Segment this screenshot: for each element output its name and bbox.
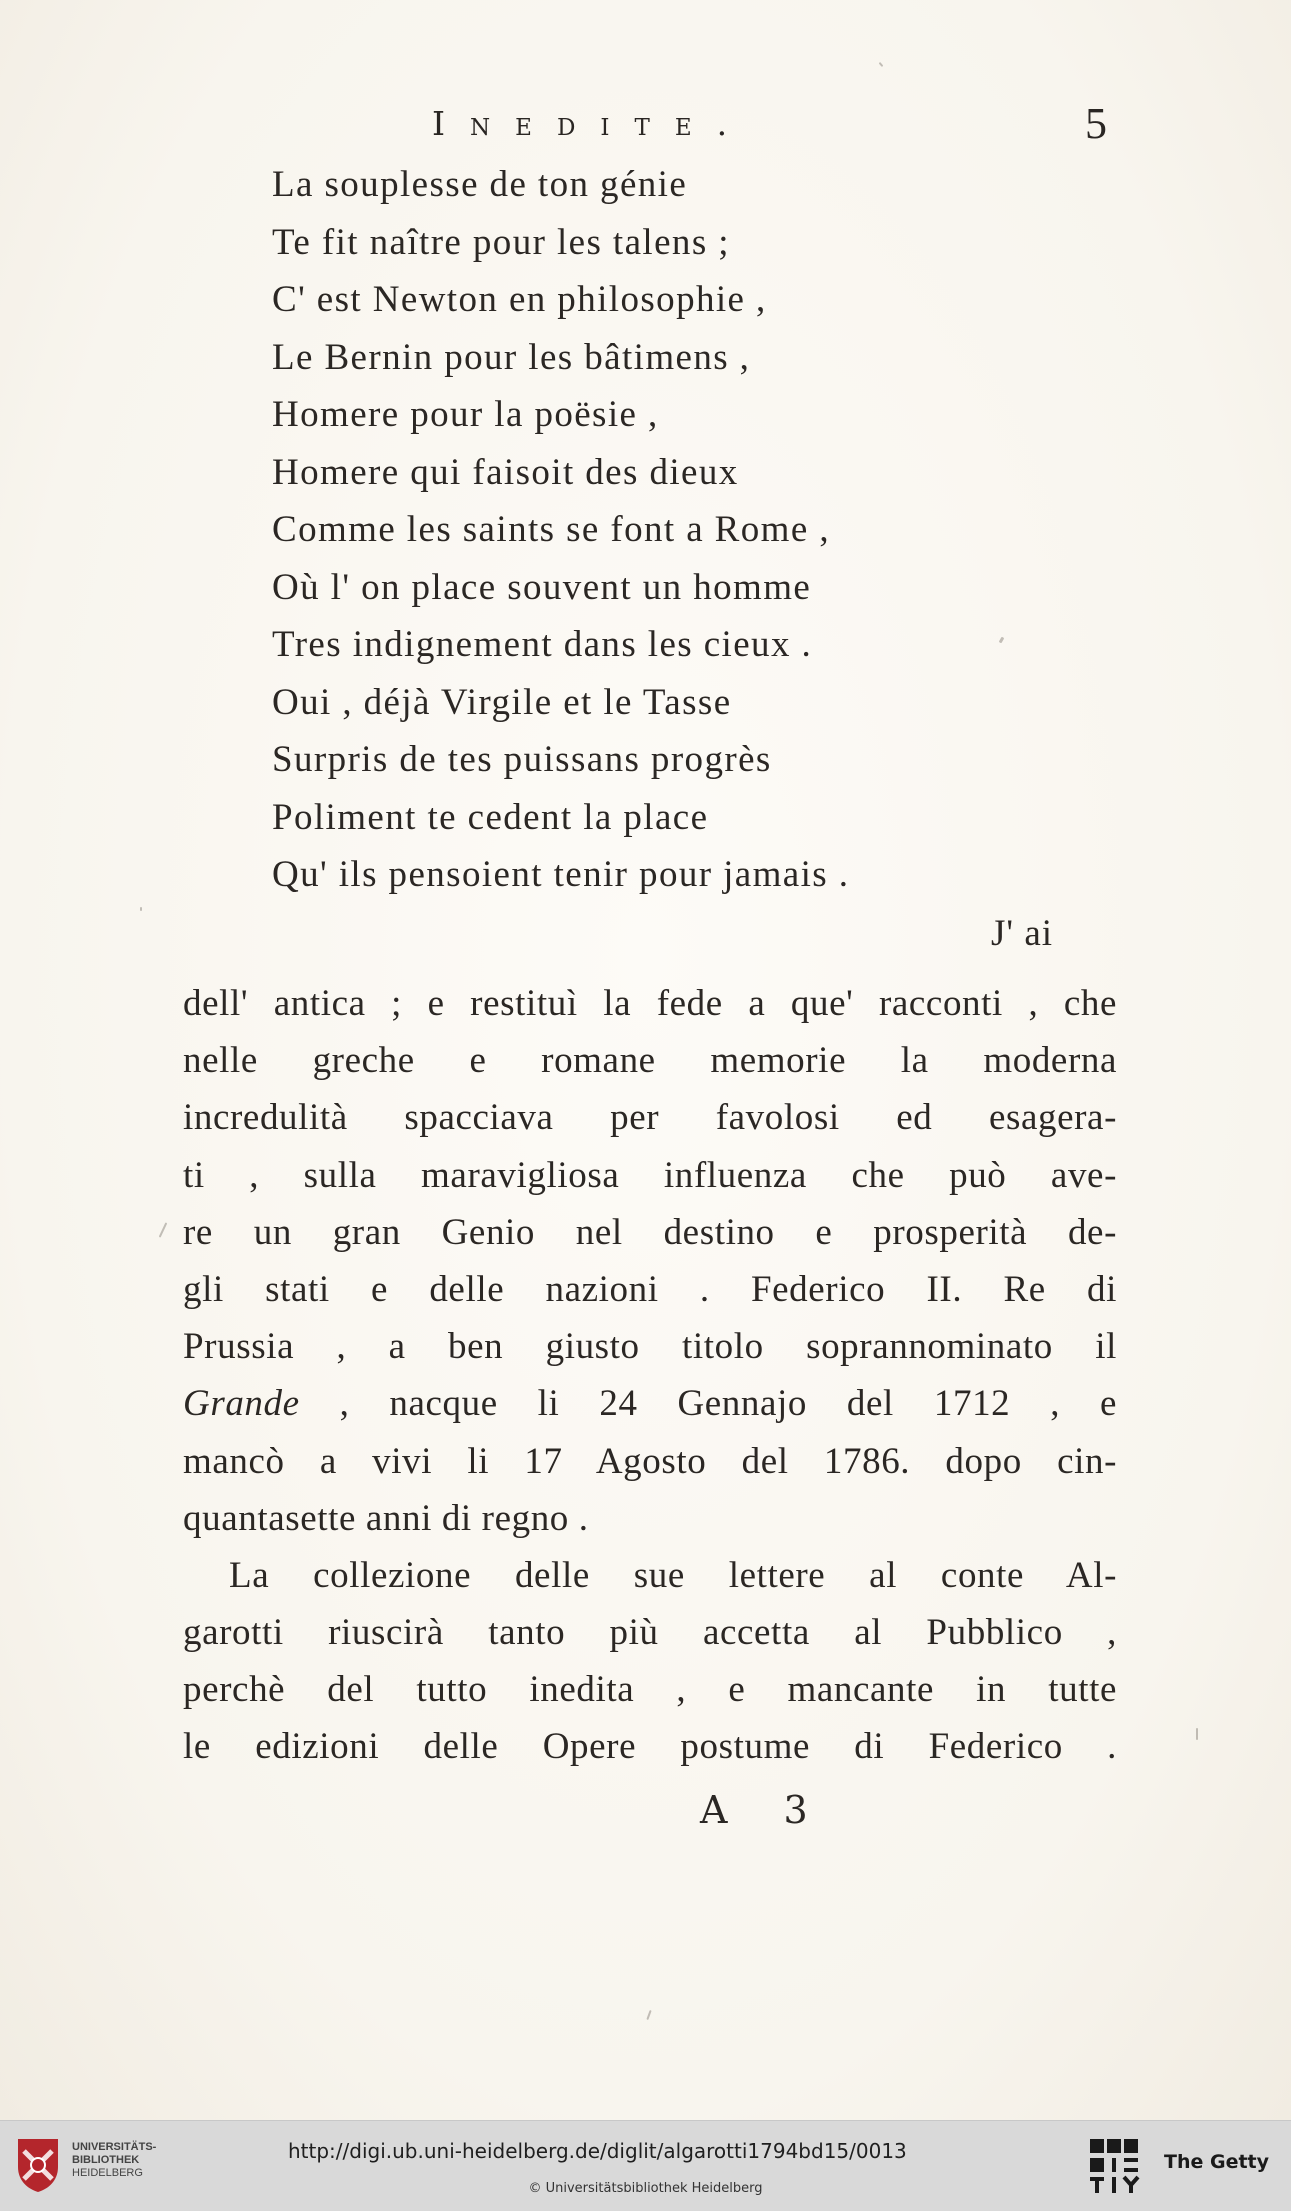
- paper-speck: [159, 1222, 168, 1237]
- verse-line: Oui , déjà Virgile et le Tasse: [272, 681, 732, 723]
- prose-line: mancò a vivi li 17 Agosto del 1786. dopo cin-: [183, 1440, 1117, 1482]
- verse-line: Surpris de tes puissans progrès: [272, 739, 772, 780]
- page-header: [0, 98, 1291, 158]
- library-name-line: BIBLIOTHEK: [72, 2154, 140, 2166]
- catchword: J' ai: [991, 913, 1054, 954]
- prose-line: garotti riuscirà tanto più accetta al Pubblico ,: [183, 1612, 1117, 1654]
- verse-line: Comme les saints se font a Rome ,: [272, 509, 830, 550]
- page-number: 5: [1085, 99, 1107, 148]
- prose-line: le edizioni delle Opere postume di Federico .: [183, 1726, 1117, 1768]
- prose-line: re un gran Genio nel destino e prosperità de-: [183, 1211, 1117, 1253]
- verse-line: Tres indignement dans les cieux .: [272, 624, 813, 665]
- prose-line: incredulità spacciava per favolosi ed esagera-: [183, 1097, 1117, 1139]
- verse-line: Qu' ils pensoient tenir pour jamais .: [272, 854, 850, 895]
- partner-name: The Getty: [1164, 2151, 1270, 2173]
- verse-line: La souplesse de ton génie: [272, 164, 688, 205]
- prose-line: La collezione delle sue lettere al conte Al-: [229, 1554, 1117, 1596]
- prose-line: nelle greche e romane memorie la moderna: [183, 1040, 1117, 1082]
- viewer-footer: [0, 2120, 1291, 2211]
- library-name-line: UNIVERSITÄTS-: [72, 2141, 157, 2153]
- verse-line: Homere qui faisoit des dieux: [272, 451, 739, 493]
- signature-mark: A 3: [700, 1788, 830, 1832]
- verse-line: Homere pour la poësie ,: [272, 394, 659, 435]
- prose-line: perchè del tutto inedita , e mancante in tutte: [183, 1669, 1117, 1711]
- prose-line: dell' antica ; e restituì la fede a que' racconti , che: [183, 983, 1117, 1024]
- prose-block: [183, 975, 1117, 1776]
- permalink[interactable]: http://digi.ub.uni-heidelberg.de/diglit/algarotti1794bd15/0013: [288, 2139, 907, 2163]
- prose-text: , nacque li 24 Gennajo del 1712 , e: [299, 1383, 1117, 1425]
- paper-speck: [1196, 1728, 1198, 1740]
- prose-line: quantasette anni di regno .: [183, 1497, 589, 1539]
- verse-line: Le Bernin pour les bâtimens ,: [272, 336, 751, 378]
- verse-line: Où l' on place souvent un homme: [272, 566, 812, 608]
- verse-line: C' est Newton en philosophie ,: [272, 279, 767, 320]
- library-name-line: HEIDELBERG: [72, 2167, 143, 2179]
- paper-speck: [140, 907, 142, 911]
- prose-line: Prussia , a ben giusto titolo soprannominato il: [183, 1326, 1117, 1368]
- verse-block: [272, 156, 1052, 904]
- italic-word: Grande: [183, 1383, 300, 1425]
- paper-speck: [879, 62, 884, 67]
- running-title: Inedite.: [432, 104, 753, 143]
- prose-line: ti , sulla maravigliosa influenza che può ave-: [183, 1154, 1117, 1196]
- copyright-notice: © Universitätsbibliothek Heidelberg: [528, 2181, 763, 2196]
- library-name: [72, 2141, 156, 2180]
- verse-line: Poliment te cedent la place: [272, 796, 709, 838]
- getty-logo-icon: [1088, 2137, 1140, 2195]
- verse-line: Te fit naître pour les talens ;: [272, 221, 730, 263]
- prose-line: [183, 1375, 1117, 1432]
- paper-speck: [646, 2010, 651, 2020]
- prose-line: gli stati e delle nazioni . Federico II. Re di: [183, 1268, 1117, 1310]
